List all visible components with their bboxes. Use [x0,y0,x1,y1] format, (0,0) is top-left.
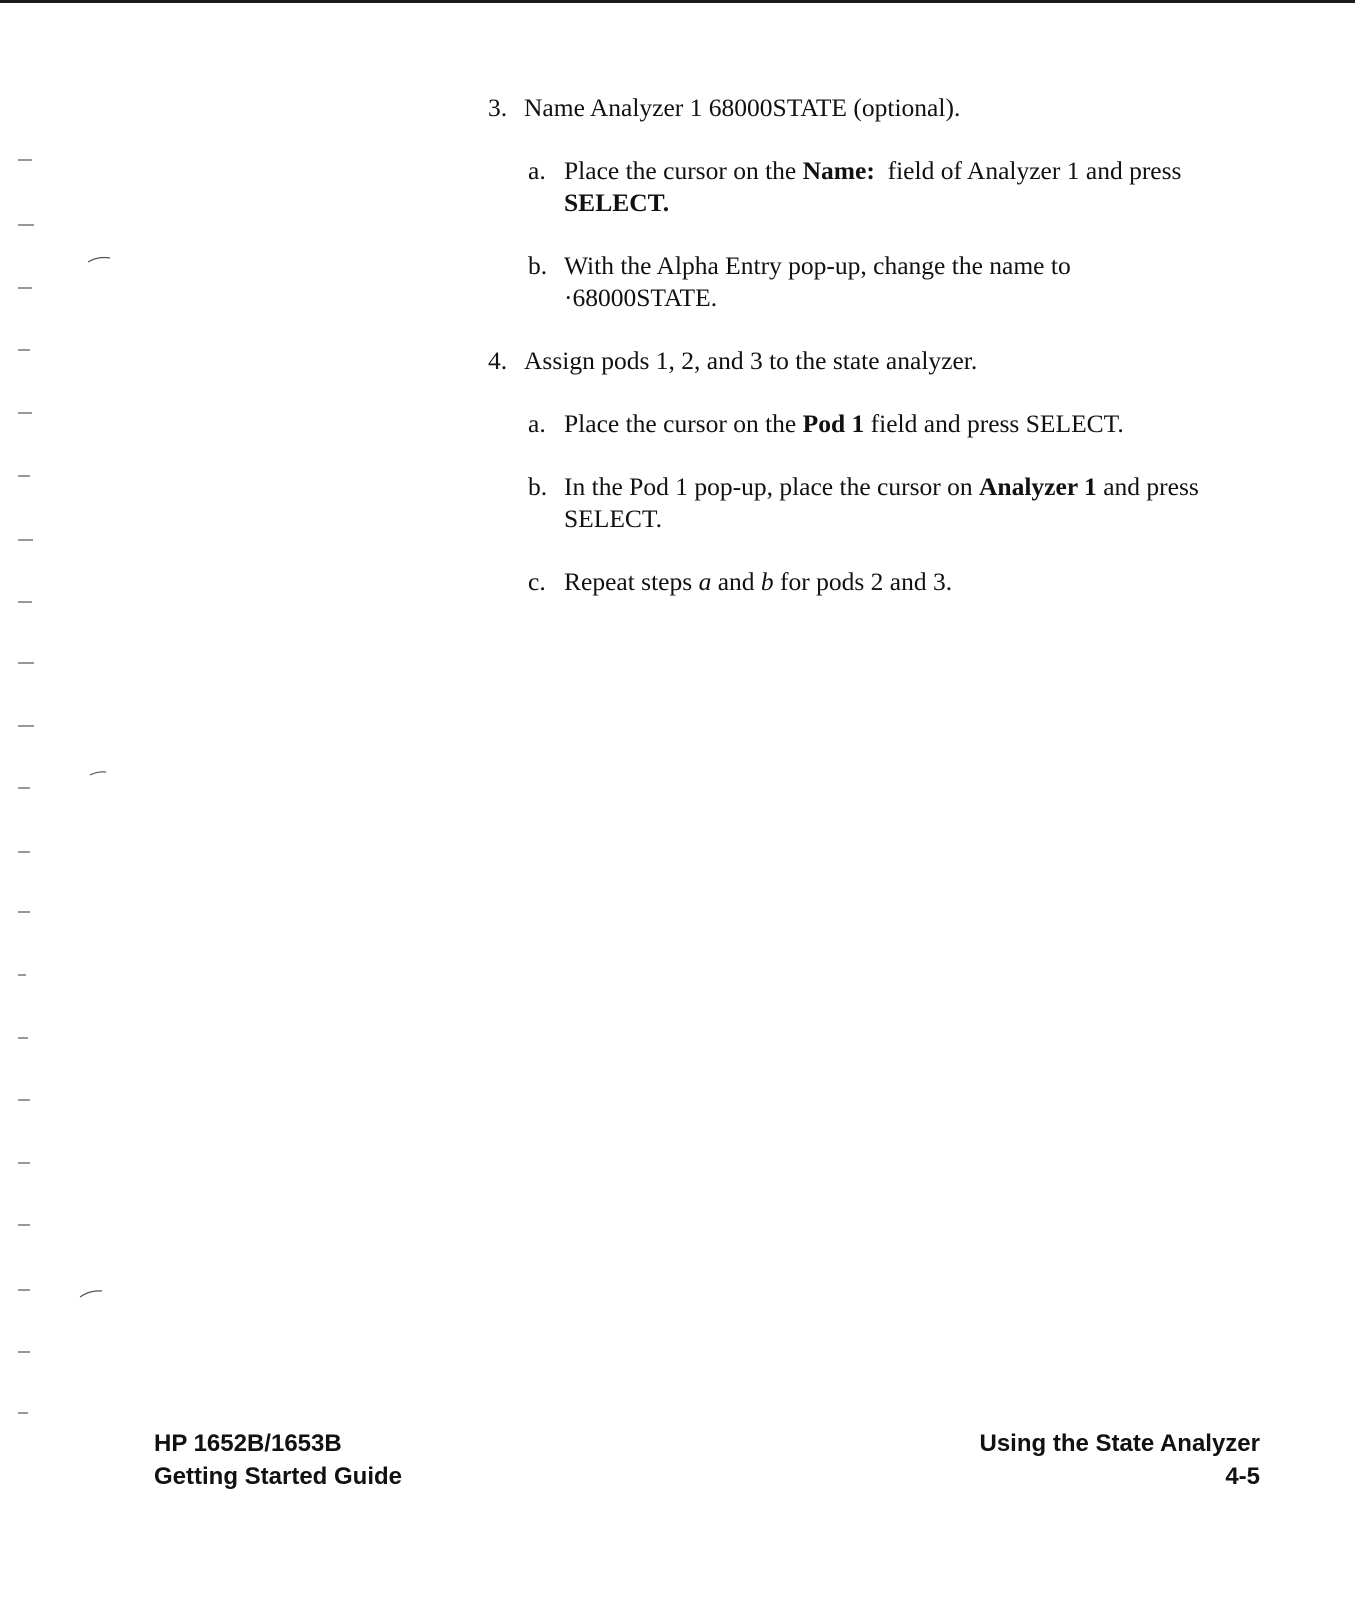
substep-text: ·68000STATE. [564,283,718,312]
pod-1-field-label: Pod 1 [802,409,865,438]
analyzer-1-label: Analyzer 1 [979,472,1097,501]
substep-4b [488,471,1288,535]
step-3 [488,92,1288,124]
substep-letter: b. [528,251,548,280]
top-rule [0,0,1355,3]
step-4 [488,345,1288,377]
substep-text: Place the cursor on the [564,156,803,185]
substep-text: With the Alpha Entry pop-up, change the name to [564,251,1071,280]
substep-letter: a. [528,409,546,438]
substep-text: Repeat steps [564,567,699,596]
footer-left [154,1427,402,1493]
name-field-label: Name: [802,156,875,185]
binding-hole-marks [0,0,120,1600]
substep-letter: c. [528,567,546,596]
substep-text: Place the cursor on the [564,409,803,438]
step-ref-a: a [698,567,712,596]
substep-text: field and press SELECT. [864,409,1124,438]
substep-text: for pods 2 and 3. [773,567,953,596]
substep-letter: b. [528,472,548,501]
select-key-label: SELECT. [564,188,670,217]
instruction-list [488,92,1288,629]
step-text: Assign pods 1, 2, and 3 to the state analyzer. [524,346,978,375]
step-number: 4. [488,346,508,375]
substep-text: field of Analyzer 1 and press [874,156,1188,185]
page-number: 4-5 [1225,1463,1260,1490]
substep-3a [488,155,1288,219]
substep-text: and [711,567,761,596]
substep-4c [488,566,1288,598]
step-text: Name Analyzer 1 68000STATE (optional). [524,93,961,122]
footer-chapter-title: Using the State Analyzer [979,1430,1260,1457]
substep-text: In the Pod 1 pop-up, place the cursor on [564,472,979,501]
substep-3b [488,250,1288,314]
substep-4a [488,408,1288,440]
footer-product: HP 1652B/1653B [154,1430,342,1457]
substep-letter: a. [528,156,546,185]
step-ref-b: b [760,567,774,596]
step-number: 3. [488,93,508,122]
footer-guide-title: Getting Started Guide [154,1463,403,1490]
footer-right [979,1427,1260,1493]
substep-text: and press SELECT. [564,472,1199,533]
